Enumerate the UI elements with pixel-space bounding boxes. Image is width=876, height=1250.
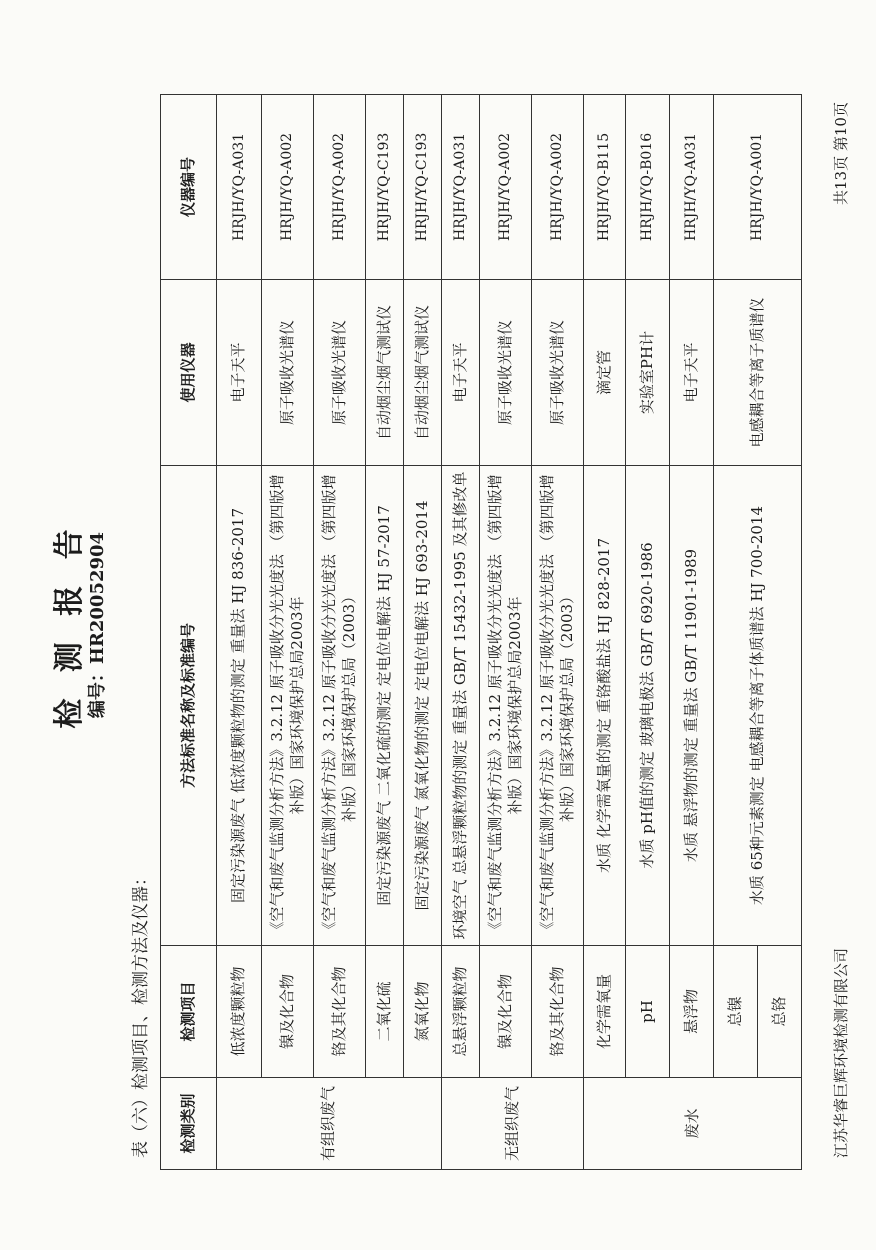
item-cell: 铬及其化合物 xyxy=(314,946,366,1078)
instrument-cell: 电感耦合等离子质谱仪 xyxy=(714,280,802,466)
footer-page-count: 共13页 第10页 xyxy=(832,102,850,205)
header-code: 仪器编号 xyxy=(161,95,217,280)
table-row xyxy=(626,95,670,1170)
instrument-cell: 自动烟尘烟气测试仪 xyxy=(404,280,442,466)
code-cell: HRJH/YQ-A001 xyxy=(714,95,802,280)
category-cell: 无组织废气 xyxy=(442,1078,584,1170)
method-cell: 固定污染源废气 二氧化硫的测定 定电位电解法 HJ 57-2017 xyxy=(366,466,404,946)
header-item: 检测项目 xyxy=(161,946,217,1078)
table-row xyxy=(404,95,442,1170)
header-instrument: 使用仪器 xyxy=(161,280,217,466)
method-cell: 《空气和废气监测分析方法》3.2.12 原子吸收分光光度法 （第四版增补版）国家环境保护总局（2003） xyxy=(314,466,366,946)
item-cell: 总铬 xyxy=(758,946,802,1078)
methods-table xyxy=(160,94,802,1170)
instrument-cell: 原子吸收光谱仪 xyxy=(262,280,314,466)
item-cell: 化学需氧量 xyxy=(584,946,626,1078)
item-cell: 氮氧化物 xyxy=(404,946,442,1078)
report-title: 检 测 报 告 xyxy=(52,521,87,729)
instrument-cell: 原子吸收光谱仪 xyxy=(532,280,584,466)
table-caption: 表（六）检测项目、检测方法及仪器： xyxy=(131,869,151,1158)
table-row xyxy=(480,95,532,1170)
code-cell: HRJH/YQ-A002 xyxy=(532,95,584,280)
category-cell: 有组织废气 xyxy=(217,1078,442,1170)
table-row xyxy=(314,95,366,1170)
item-cell: 低浓度颗粒物 xyxy=(217,946,262,1078)
table-header-row xyxy=(161,95,217,1170)
table-row xyxy=(584,95,626,1170)
code-cell: HRJH/YQ-A031 xyxy=(442,95,480,280)
code-cell: HRJH/YQ-A002 xyxy=(314,95,366,280)
item-cell: 铬及其化合物 xyxy=(532,946,584,1078)
method-cell: 环境空气 总悬浮颗粒物的测定 重量法 GB/T 15432-1995 及其修改单 xyxy=(442,466,480,946)
method-cell: 《空气和废气监测分析方法》3.2.12 原子吸收分光光度法 （第四版增补版）国家环境保护总局（2003） xyxy=(532,466,584,946)
instrument-cell: 电子天平 xyxy=(442,280,480,466)
code-cell: HRJH/YQ-A002 xyxy=(480,95,532,280)
item-cell: 总悬浮颗粒物 xyxy=(442,946,480,1078)
table-row xyxy=(714,95,758,1170)
instrument-cell: 实验室PH计 xyxy=(626,280,670,466)
header-method: 方法标准名称及标准编号 xyxy=(161,466,217,946)
method-cell: 水质 65种元素测定 电感耦合等离子体质谱法 HJ 700-2014 xyxy=(714,466,802,946)
instrument-cell: 原子吸收光谱仪 xyxy=(480,280,532,466)
code-cell: HRJH/YQ-A031 xyxy=(217,95,262,280)
instrument-cell: 滴定管 xyxy=(584,280,626,466)
item-cell: 镍及化合物 xyxy=(262,946,314,1078)
code-cell: HRJH/YQ-B115 xyxy=(584,95,626,280)
table-row xyxy=(670,95,714,1170)
instrument-cell: 电子天平 xyxy=(217,280,262,466)
item-cell: 总镍 xyxy=(714,946,758,1078)
code-cell: HRJH/YQ-C193 xyxy=(366,95,404,280)
method-cell: 水质 悬浮物的测定 重量法 GB/T 11901-1989 xyxy=(670,466,714,946)
category-cell: 废水 xyxy=(584,1078,802,1170)
report-number: 编号：HR20052904 xyxy=(87,531,108,719)
table-row xyxy=(366,95,404,1170)
item-cell: pH xyxy=(626,946,670,1078)
item-cell: 镍及化合物 xyxy=(480,946,532,1078)
code-cell: HRJH/YQ-C193 xyxy=(404,95,442,280)
method-cell: 《空气和废气监测分析方法》3.2.12 原子吸收分光光度法 （第四版增补版）国家环境保护总局2003年 xyxy=(262,466,314,946)
header-category: 检测类别 xyxy=(161,1078,217,1170)
method-cell: 水质 化学需氧量的测定 重铬酸盐法 HJ 828-2017 xyxy=(584,466,626,946)
footer-company: 江苏华睿巨辉环境检测有限公司 xyxy=(832,947,850,1158)
code-cell: HRJH/YQ-A031 xyxy=(670,95,714,280)
table-row xyxy=(262,95,314,1170)
instrument-cell: 自动烟尘烟气测试仪 xyxy=(366,280,404,466)
method-cell: 水质 pH值的测定 玻璃电极法 GB/T 6920-1986 xyxy=(626,466,670,946)
code-cell: HRJH/YQ-B016 xyxy=(626,95,670,280)
method-cell: 固定污染源废气 低浓度颗粒物的测定 重量法 HJ 836-2017 xyxy=(217,466,262,946)
table-row xyxy=(532,95,584,1170)
method-cell: 《空气和废气监测分析方法》3.2.12 原子吸收分光光度法 （第四版增补版）国家环境保护总局2003年 xyxy=(480,466,532,946)
instrument-cell: 原子吸收光谱仪 xyxy=(314,280,366,466)
table-row xyxy=(442,95,480,1170)
code-cell: HRJH/YQ-A002 xyxy=(262,95,314,280)
item-cell: 二氧化硫 xyxy=(366,946,404,1078)
table-row xyxy=(217,95,262,1170)
instrument-cell: 电子天平 xyxy=(670,280,714,466)
item-cell: 悬浮物 xyxy=(670,946,714,1078)
method-cell: 固定污染源废气 氮氧化物的测定 定电位电解法 HJ 693-2014 xyxy=(404,466,442,946)
